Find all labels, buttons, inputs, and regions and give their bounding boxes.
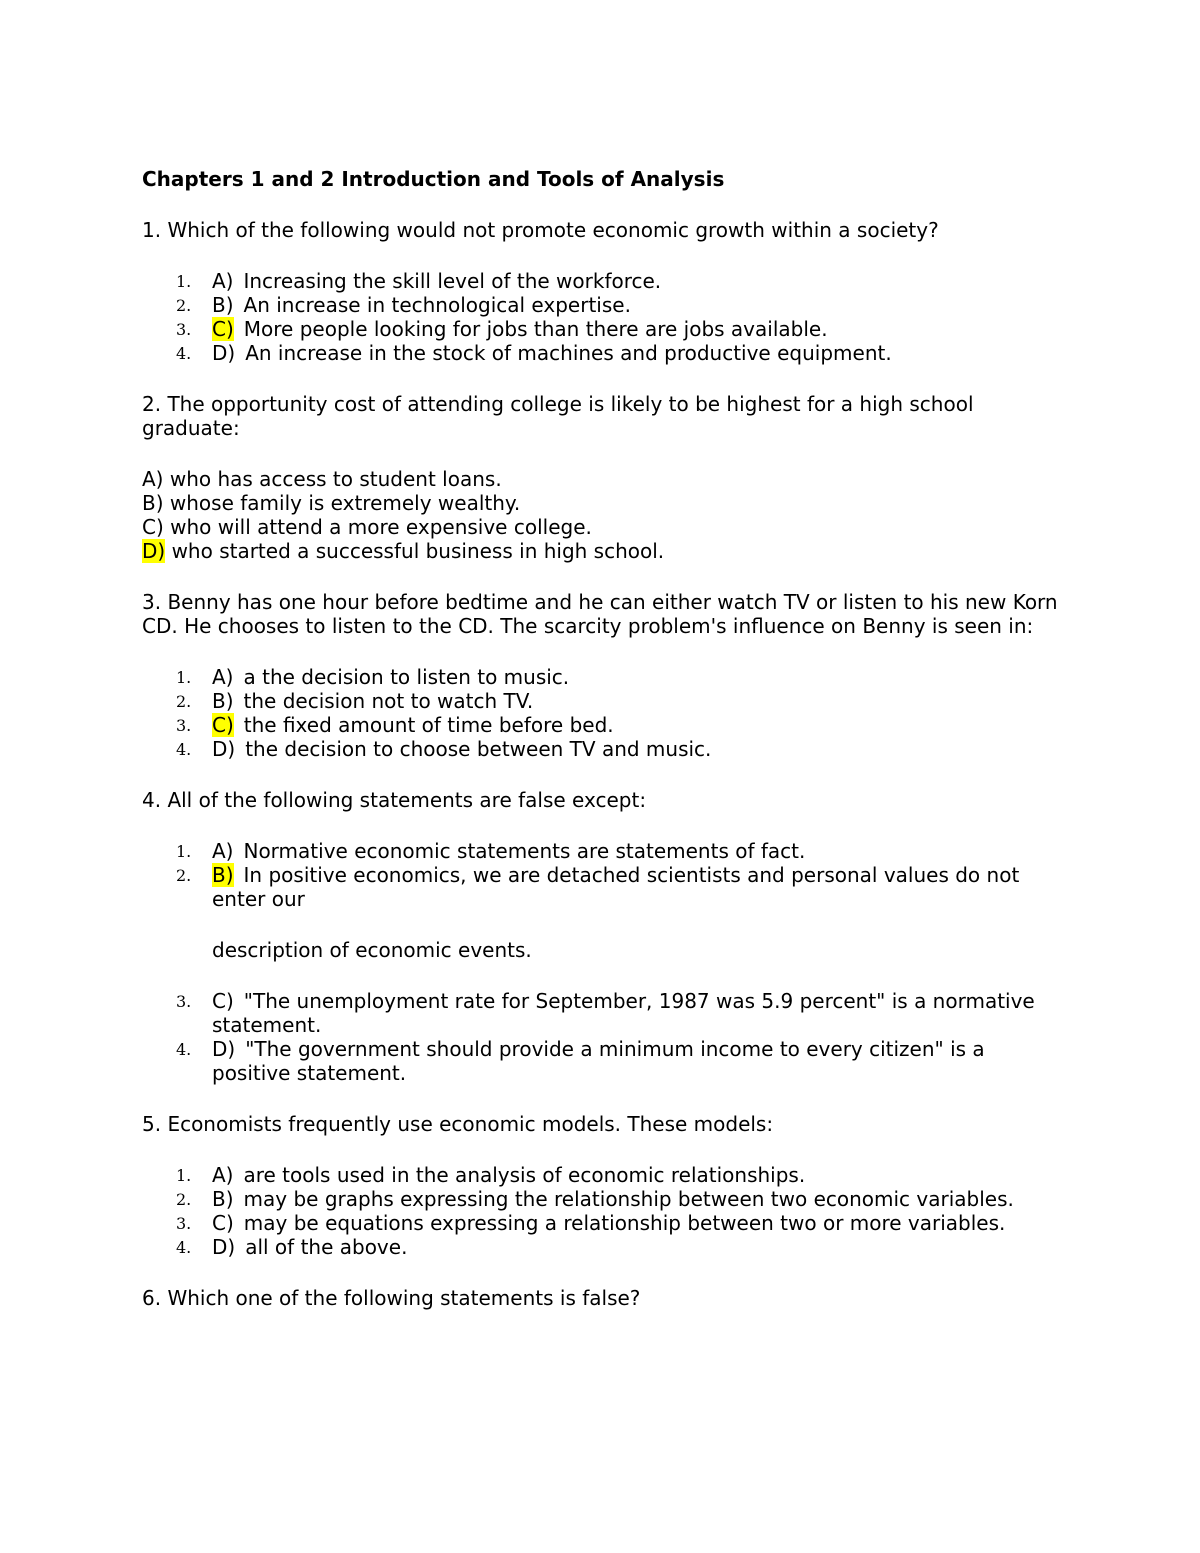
option-text: Increasing the skill level of the workforce. <box>243 269 662 293</box>
list-number: 3. <box>176 992 192 1011</box>
option-item <box>142 1211 1062 1235</box>
option-item <box>142 467 1062 491</box>
option-letter: D) <box>212 1235 236 1259</box>
option-letter: C) <box>142 515 164 539</box>
question-5: 5. Economists frequently use economic models. These models: <box>142 1112 774 1136</box>
option-letter: A) <box>212 839 234 863</box>
option-text: "The unemployment rate for September, 1987 was 5.9 percent" is a normative statement. <box>212 989 1035 1037</box>
option-text: Normative economic statements are statements of fact. <box>243 839 806 863</box>
option-letter: D) <box>212 341 236 365</box>
option-item <box>142 863 1062 962</box>
list-number: 4. <box>176 1040 192 1059</box>
option-text: may be graphs expressing the relationship between two economic variables. <box>243 1187 1014 1211</box>
list-number: 3. <box>176 320 192 339</box>
option-letter: B) <box>212 293 234 317</box>
option-text: An increase in technological expertise. <box>243 293 631 317</box>
question-2: 2. The opportunity cost of attending college is likely to be highest for a high school graduate: <box>142 392 974 440</box>
answer-highlight: C) <box>212 317 234 341</box>
question-6: 6. Which one of the following statements is false? <box>142 1286 641 1310</box>
option-letter: B) <box>212 1187 234 1211</box>
question-3: 3. Benny has one hour before bedtime and he can either watch TV or listen to his new Korn CD. He chooses to listen to the CD. The scarcity problem's influence on Benny is seen in: <box>142 590 1058 638</box>
list-number: 2. <box>176 692 192 711</box>
option-item <box>142 539 1062 563</box>
list-number: 2. <box>176 296 192 315</box>
option-item <box>142 689 1062 713</box>
option-text: all of the above. <box>245 1235 408 1259</box>
option-item <box>142 341 1062 365</box>
option-text: are tools used in the analysis of economic relationships. <box>243 1163 806 1187</box>
option-text: "The government should provide a minimum income to every citizen" is a positive statement. <box>212 1037 985 1085</box>
option-text: In positive economics, we are detached scientists and personal values do not enter our <box>212 863 1020 911</box>
option-letter: B) <box>212 689 234 713</box>
option-item <box>142 317 1062 341</box>
option-item <box>142 839 1062 863</box>
option-item <box>142 293 1062 317</box>
option-continuation: description of economic events. <box>212 938 532 962</box>
list-number: 1. <box>176 272 192 291</box>
list-number: 4. <box>176 1238 192 1257</box>
list-number: 4. <box>176 344 192 363</box>
answer-highlight: B) <box>212 863 234 887</box>
question-2-options <box>142 467 1062 563</box>
option-letter: D) <box>212 1037 236 1061</box>
list-number: 3. <box>176 716 192 735</box>
answer-highlight: C) <box>212 713 234 737</box>
question-1: 1. Which of the following would not promote economic growth within a society? <box>142 218 939 242</box>
option-text: More people looking for jobs than there are jobs available. <box>243 317 828 341</box>
option-letter: A) <box>142 467 164 491</box>
option-item <box>142 269 1062 293</box>
document-page <box>142 167 1062 1337</box>
option-item <box>142 1187 1062 1211</box>
option-item <box>142 1163 1062 1187</box>
option-item <box>142 1235 1062 1259</box>
option-item <box>142 713 1062 737</box>
list-number: 3. <box>176 1214 192 1233</box>
option-item <box>142 737 1062 761</box>
option-text: who started a successful business in high school. <box>171 539 665 563</box>
option-text: the decision not to watch TV. <box>243 689 534 713</box>
option-text: the decision to choose between TV and music. <box>245 737 712 761</box>
option-text: may be equations expressing a relationship between two or more variables. <box>243 1211 1006 1235</box>
option-item <box>142 665 1062 689</box>
option-letter: A) <box>212 269 234 293</box>
list-number: 1. <box>176 1166 192 1185</box>
option-letter: A) <box>212 1163 234 1187</box>
option-letter: C) <box>212 1211 234 1235</box>
question-5-options <box>142 1163 1062 1259</box>
option-text: An increase in the stock of machines and productive equipment. <box>245 341 892 365</box>
option-text: the fixed amount of time before bed. <box>243 713 614 737</box>
option-letter: A) <box>212 665 234 689</box>
list-number: 1. <box>176 842 192 861</box>
answer-highlight: D) <box>142 539 166 563</box>
option-letter: D) <box>212 737 236 761</box>
question-4: 4. All of the following statements are false except: <box>142 788 647 812</box>
question-3-options <box>142 665 1062 761</box>
list-number: 1. <box>176 668 192 687</box>
option-text: whose family is extremely wealthy. <box>169 491 521 515</box>
question-4-options <box>142 839 1062 1085</box>
list-number: 2. <box>176 866 192 885</box>
document-title: Chapters 1 and 2 Introduction and Tools of Analysis <box>142 167 725 191</box>
option-item <box>142 1037 1062 1085</box>
list-number: 4. <box>176 740 192 759</box>
option-letter: C) <box>212 989 234 1013</box>
option-text: who has access to student loans. <box>169 467 502 491</box>
option-item <box>142 989 1062 1037</box>
list-number: 2. <box>176 1190 192 1209</box>
option-item <box>142 515 1062 539</box>
question-1-options <box>142 269 1062 365</box>
option-text: a the decision to listen to music. <box>243 665 570 689</box>
option-letter: B) <box>142 491 164 515</box>
option-text: who will attend a more expensive college. <box>170 515 592 539</box>
option-item <box>142 491 1062 515</box>
